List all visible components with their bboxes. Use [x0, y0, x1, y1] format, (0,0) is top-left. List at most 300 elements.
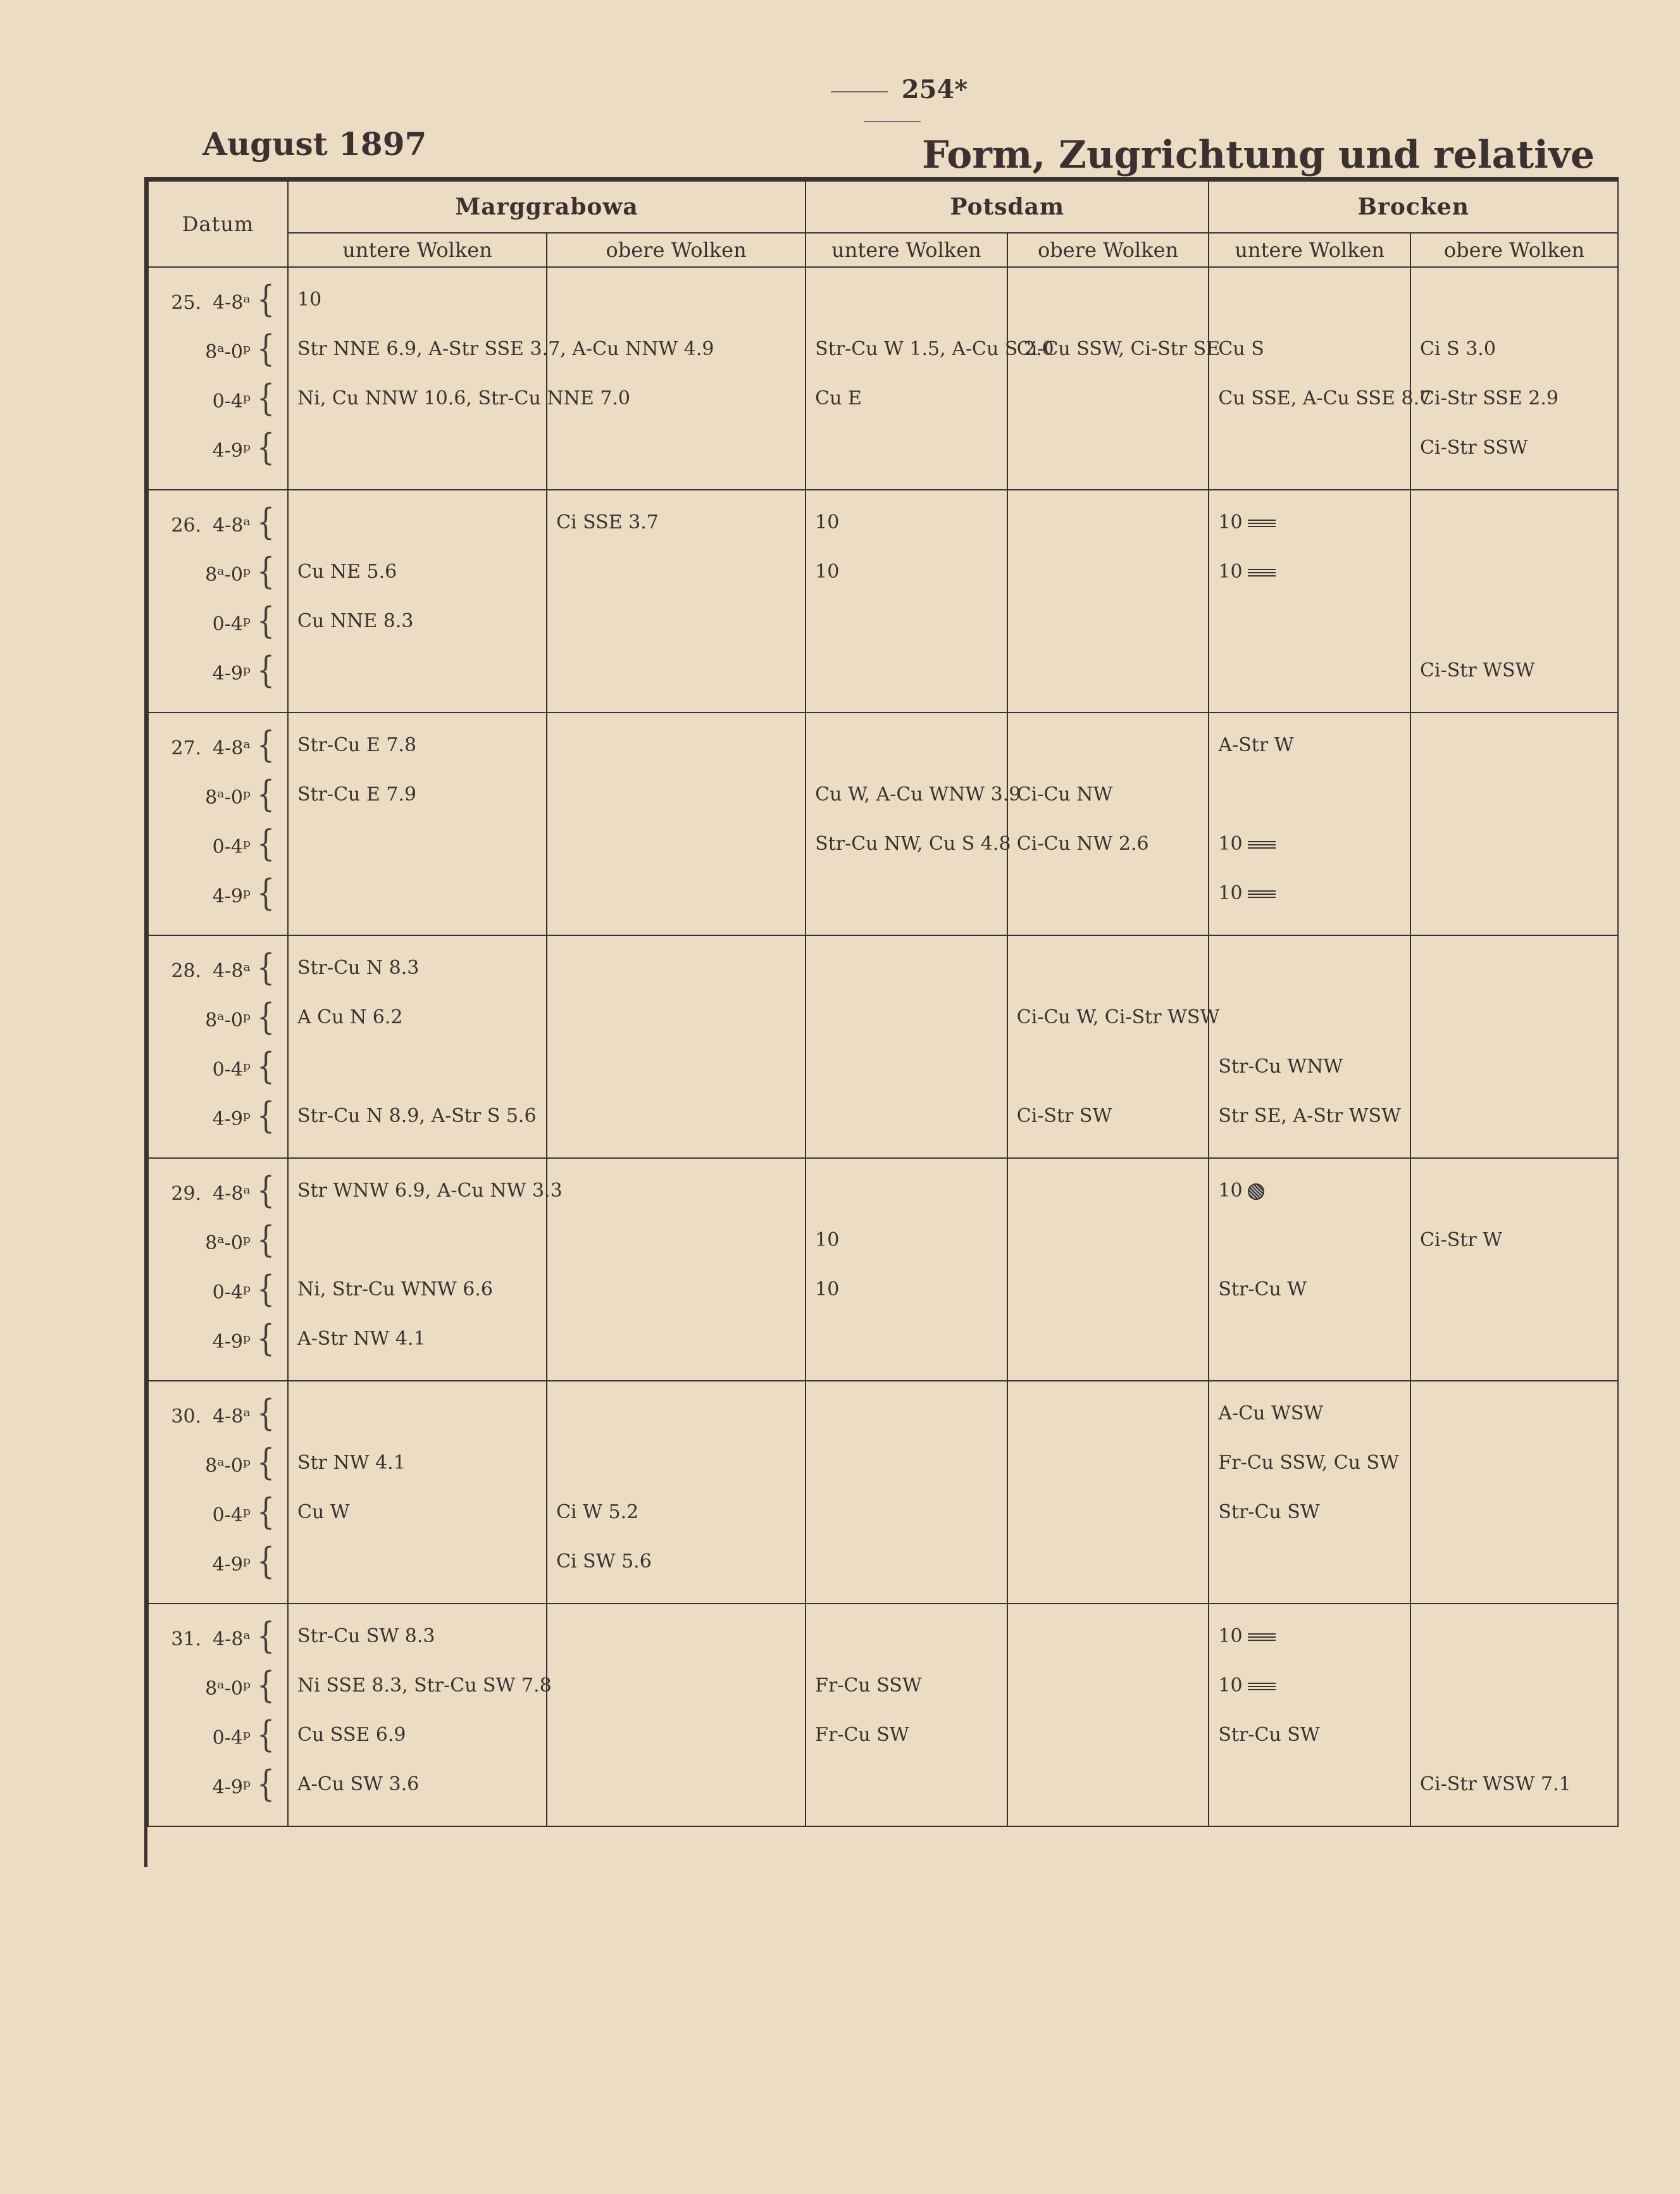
observation-text: Str-Cu N 8.3 [297, 957, 420, 979]
observation-text: 10 [815, 1229, 840, 1251]
observation-cell [806, 1381, 1007, 1604]
brace-icon: { [256, 1268, 275, 1311]
observation-slot [547, 1166, 805, 1216]
header-datum: Datum [148, 181, 288, 267]
observation-slot [1411, 993, 1617, 1042]
observation-cell [288, 267, 714, 490]
observation-slot [806, 993, 1007, 1042]
day-row [148, 267, 1618, 490]
observation-slot [806, 1488, 1007, 1537]
brace-icon: { [256, 1664, 275, 1707]
observation-slot [806, 770, 1021, 820]
observation-slot [1411, 1216, 1617, 1265]
time-range: 4-9ᵖ [212, 1554, 251, 1576]
observation-cell [1410, 935, 1618, 1158]
observation-slot [547, 646, 805, 695]
observation-slot [1411, 869, 1617, 918]
observation-slot [1209, 721, 1410, 770]
day-number: 27. [171, 737, 202, 759]
observation-text: Str NNE 6.9, A-Str SSE 3.7, A-Cu NNW 4.9 [297, 338, 714, 360]
time-slot [149, 869, 287, 918]
header-station-marggrabowa: Marggrabowa [288, 181, 806, 233]
observation-cell [288, 1604, 552, 1826]
observation-text: Str-Cu SW [1218, 1501, 1320, 1523]
observation-slot [806, 498, 1007, 547]
observation-slot [547, 1760, 805, 1809]
time-label [149, 1537, 287, 1590]
cloud-observation-table-frame [144, 177, 1619, 1867]
observation-slot [806, 1166, 1007, 1216]
brace-icon: { [256, 1169, 275, 1212]
observation-slot [1411, 1166, 1617, 1216]
observation-slot [1209, 993, 1410, 1042]
observation-text: A-Cu WSW [1218, 1402, 1324, 1424]
observation-slot [1209, 374, 1432, 423]
observation-slot [1008, 1488, 1209, 1537]
observation-text: Cu W [297, 1501, 350, 1523]
time-label [149, 1314, 287, 1367]
observation-text: A-Str W [1218, 734, 1294, 756]
observation-slot [1411, 275, 1617, 325]
observation-slot [806, 1438, 1007, 1488]
observation-slot [806, 721, 1007, 770]
observation-slot [1008, 1711, 1209, 1760]
observation-slot [1008, 1537, 1209, 1586]
observation-text: A Cu N 6.2 [297, 1006, 403, 1028]
time-slot [149, 1092, 287, 1141]
observation-slot [1209, 1389, 1410, 1438]
observation-slot [289, 1488, 546, 1537]
observation-slot [289, 1661, 552, 1711]
header-lower-clouds: untere Wolken [288, 233, 547, 267]
observation-slot [547, 993, 805, 1042]
brace-icon: { [256, 996, 275, 1038]
observation-slot [289, 1092, 546, 1141]
observation-slot [547, 423, 805, 473]
observation-slot [547, 1612, 805, 1661]
observation-slot [547, 1661, 805, 1711]
brace-icon: { [256, 600, 275, 642]
observation-cell [1209, 1381, 1410, 1604]
observation-slot [547, 1537, 805, 1586]
observation-slot [806, 1711, 1007, 1760]
observation-text: Ci-Str WSW 7.1 [1420, 1773, 1571, 1795]
observation-slot [1411, 423, 1617, 473]
observation-text: Ci-Str SSW [1420, 437, 1528, 459]
observation-slot [1008, 770, 1209, 820]
fog-bar-icon [1248, 1633, 1276, 1641]
brace-icon: { [256, 1540, 275, 1583]
observation-text: A-Str NW 4.1 [297, 1328, 426, 1350]
observation-slot [289, 1612, 546, 1661]
observation-slot [1008, 1265, 1209, 1314]
observation-slot [1008, 1438, 1209, 1488]
brace-icon: { [256, 947, 275, 989]
cloud-observation-table [147, 180, 1619, 1827]
observation-cell [1007, 267, 1221, 490]
observation-slot [1008, 374, 1209, 423]
date-cell [148, 1604, 288, 1826]
observation-slot [806, 1265, 1007, 1314]
observation-slot [1411, 646, 1617, 695]
observation-slot [1411, 374, 1617, 423]
observation-slot [289, 721, 546, 770]
observation-slot [289, 820, 546, 869]
time-range: 8ᵃ-0ᵖ [205, 1678, 251, 1700]
observation-slot [1411, 498, 1617, 547]
time-range: 4-9ᵖ [212, 1776, 251, 1798]
observation-text: 10 [1218, 1625, 1243, 1647]
brace-icon: { [256, 1095, 275, 1137]
observation-cell [1007, 1158, 1209, 1381]
time-range: 8ᵃ-0ᵖ [205, 564, 251, 586]
fog-bar-icon [1248, 520, 1276, 527]
observation-cell [288, 1381, 547, 1604]
time-range: 0-4ᵖ [212, 613, 251, 635]
observation-slot [1209, 325, 1410, 374]
observation-slot [289, 1265, 546, 1314]
observation-slot [1209, 869, 1410, 918]
observation-text: Ci-Cu NW 2.6 [1016, 833, 1149, 855]
observation-slot [1411, 944, 1617, 993]
observation-cell [1209, 1158, 1410, 1381]
observation-cell [806, 1158, 1007, 1381]
observation-slot [1008, 1760, 1209, 1809]
observation-text: 10 [1218, 561, 1243, 583]
observation-text: 10 [815, 1278, 840, 1300]
observation-cell [1209, 713, 1410, 935]
observation-text: Str SE, A-Str WSW [1218, 1105, 1401, 1127]
observation-slot [806, 1042, 1007, 1092]
time-range: 0-4ᵖ [212, 836, 251, 858]
day-row [148, 490, 1618, 713]
observation-slot [1209, 1166, 1410, 1216]
observation-slot [1209, 275, 1410, 325]
observation-slot [1008, 869, 1209, 918]
observation-text: Str-Cu W [1218, 1278, 1307, 1300]
time-label [149, 646, 287, 699]
brace-icon: { [256, 773, 275, 816]
observation-cell [806, 713, 1021, 935]
observation-slot [806, 944, 1007, 993]
observation-slot [1209, 944, 1410, 993]
observation-cell [1007, 713, 1209, 935]
observation-slot [289, 547, 546, 597]
time-range: 4-9ᵖ [212, 1331, 251, 1353]
time-label [149, 1092, 287, 1144]
observation-slot [1209, 423, 1410, 473]
observation-slot [806, 374, 1007, 423]
observation-text: Ci-Cu NW [1016, 783, 1113, 806]
observation-cell [547, 490, 806, 713]
observation-slot [806, 423, 1007, 473]
observation-slot [1008, 1661, 1209, 1711]
day-row [148, 1381, 1618, 1604]
brace-icon: { [256, 1392, 275, 1435]
date-cell [148, 713, 288, 935]
observation-slot [1209, 1612, 1410, 1661]
observation-slot [1209, 1438, 1410, 1488]
observation-slot [1008, 1042, 1209, 1092]
observation-text: A-Cu SW 3.6 [297, 1773, 420, 1795]
observation-slot [806, 547, 1007, 597]
day-number: 25. [171, 292, 202, 314]
day-row [148, 1158, 1618, 1381]
observation-slot [1008, 275, 1209, 325]
header-station-potsdam: Potsdam [806, 181, 1209, 233]
observation-slot [1209, 1092, 1410, 1141]
observation-cell [547, 935, 806, 1158]
observation-slot [547, 597, 805, 646]
observation-cell [1209, 267, 1432, 490]
observation-text: Str WNW 6.9, A-Cu NW 3.3 [297, 1180, 563, 1202]
observation-slot [547, 1314, 805, 1364]
day-number: 29. [171, 1183, 202, 1205]
observation-slot [1411, 325, 1617, 374]
observation-slot [1209, 1042, 1410, 1092]
observation-text: Ci-Str SSE 2.9 [1420, 387, 1559, 409]
observation-slot [547, 547, 805, 597]
observation-slot [806, 597, 1007, 646]
header-upper-clouds: obere Wolken [1410, 233, 1618, 267]
time-range: 0-4ᵖ [212, 1059, 251, 1081]
brace-icon: { [256, 1714, 275, 1756]
observation-slot [289, 1711, 546, 1760]
observation-slot [1209, 1661, 1410, 1711]
date-cell [148, 1381, 288, 1604]
observation-slot [289, 374, 630, 423]
observation-slot [1209, 646, 1410, 695]
time-slot [149, 1760, 287, 1809]
observation-cell [806, 490, 1007, 713]
observation-text: Fr-Cu SSW, Cu SW [1218, 1452, 1399, 1474]
day-row [148, 1604, 1618, 1826]
observation-text: 10 [1218, 511, 1243, 533]
brace-icon: { [256, 872, 275, 914]
observation-slot [289, 1042, 546, 1092]
brace-icon: { [256, 1318, 275, 1360]
observation-slot [289, 1438, 546, 1488]
observation-text: Str-Cu N 8.9, A-Str S 5.6 [297, 1105, 537, 1127]
observation-slot [289, 869, 546, 918]
observation-cell [806, 935, 1007, 1158]
observation-slot [1008, 1166, 1209, 1216]
observation-slot [1411, 1314, 1617, 1364]
observation-slot [547, 1438, 805, 1488]
time-label [149, 869, 287, 921]
observation-text: Ci SW 5.6 [556, 1550, 652, 1573]
observation-slot [1209, 498, 1410, 547]
time-range: 4-8ᵃ [213, 960, 251, 982]
observation-slot [806, 325, 1054, 374]
observation-text: 10 [815, 511, 840, 533]
observation-slot [289, 1537, 546, 1586]
observation-cell [1209, 935, 1410, 1158]
observation-text: Ci-Cu W, Ci-Str WSW [1016, 1006, 1220, 1028]
time-range: 0-4ᵖ [212, 390, 251, 413]
observation-slot [547, 498, 805, 547]
observation-slot [1209, 1216, 1410, 1265]
observation-slot [1411, 1488, 1617, 1537]
observation-text: Ci-Cu SSW, Ci-Str SE [1016, 338, 1221, 360]
observation-cell [1410, 490, 1618, 713]
observation-text: Fr-Cu SSW [815, 1674, 922, 1697]
brace-icon: { [256, 427, 275, 469]
observation-slot [1008, 547, 1209, 597]
observation-cell [1007, 1604, 1209, 1826]
observation-slot [806, 1612, 1007, 1661]
brace-icon: { [256, 1763, 275, 1805]
fog-bar-icon [1248, 569, 1276, 577]
page-header-right: Form, Zugrichtung und relative [921, 133, 1595, 177]
observation-slot [547, 1389, 805, 1438]
fog-bar-icon [1248, 841, 1276, 849]
observation-cell [547, 1158, 806, 1381]
observation-slot [1411, 1661, 1617, 1711]
day-number: 28. [171, 960, 202, 982]
day-row [148, 713, 1618, 935]
observation-slot [1411, 770, 1617, 820]
brace-icon: { [256, 1615, 275, 1657]
observation-slot [547, 944, 805, 993]
observation-slot [1411, 547, 1617, 597]
observation-slot [1411, 1760, 1617, 1809]
header-station-brocken: Brocken [1209, 181, 1618, 233]
observation-text: Str-Cu NW, Cu S 4.8 [815, 833, 1011, 855]
brace-icon: { [256, 278, 275, 321]
observation-slot [1008, 597, 1209, 646]
observation-slot [806, 1216, 1007, 1265]
observation-slot [1411, 1438, 1617, 1488]
observation-slot [1008, 1389, 1209, 1438]
time-range: 8ᵃ-0ᵖ [205, 1455, 251, 1477]
observation-slot [1209, 1265, 1410, 1314]
observation-text: Ni SSE 8.3, Str-Cu SW 7.8 [297, 1674, 552, 1697]
date-cell [148, 267, 288, 490]
observation-slot [1008, 423, 1209, 473]
observation-slot [806, 1389, 1007, 1438]
observation-slot [547, 1711, 805, 1760]
observation-cell [1410, 1381, 1618, 1604]
time-range: 4-9ᵖ [212, 663, 251, 685]
observation-slot [547, 1216, 805, 1265]
observation-cell [547, 1604, 806, 1826]
observation-slot [289, 1166, 563, 1216]
observation-slot [547, 770, 805, 820]
observation-slot [806, 1537, 1007, 1586]
table-body [148, 267, 1618, 1826]
observation-slot [289, 1760, 546, 1809]
observation-cell [1007, 1381, 1209, 1604]
time-slot [149, 646, 287, 695]
time-range: 8ᵃ-0ᵖ [205, 1009, 251, 1032]
observation-slot [547, 1092, 805, 1141]
brace-icon: { [256, 1442, 275, 1484]
observation-text: Str-Cu SW 8.3 [297, 1625, 435, 1647]
observation-slot [806, 1314, 1007, 1364]
time-slot [149, 1314, 287, 1364]
time-range: 0-4ᵖ [212, 1281, 251, 1304]
observation-slot [1209, 547, 1410, 597]
observation-slot [547, 820, 805, 869]
observation-slot [289, 1314, 546, 1364]
time-range: 4-8ᵃ [213, 514, 251, 537]
observation-cell [288, 713, 547, 935]
observation-text: Str-Cu E 7.8 [297, 734, 417, 756]
time-slot [149, 423, 287, 473]
observation-text: Cu SSE, A-Cu SSE 8.7 [1218, 387, 1432, 409]
observation-slot [547, 1265, 805, 1314]
observation-text: 10 [1218, 1180, 1243, 1202]
observation-slot [547, 1042, 805, 1092]
observation-slot [1411, 820, 1617, 869]
observation-text: Ci W 5.2 [556, 1501, 639, 1523]
observation-text: 10 [815, 561, 840, 583]
observation-cell [547, 1381, 806, 1604]
observation-cell [547, 267, 806, 490]
observation-cell [1007, 490, 1209, 713]
time-label [149, 1760, 287, 1812]
observation-slot [1209, 1314, 1410, 1364]
observation-slot [806, 1092, 1007, 1141]
day-row [148, 935, 1618, 1158]
observation-cell [806, 267, 1054, 490]
brace-icon: { [256, 377, 275, 420]
time-range: 0-4ᵖ [212, 1504, 251, 1526]
observation-text: Ci-Str WSW [1420, 659, 1535, 682]
observation-cell [1410, 713, 1618, 935]
observation-slot [289, 1389, 546, 1438]
page-header-left: August 1897 [202, 125, 427, 163]
observation-slot [547, 721, 805, 770]
observation-text: Cu W, A-Cu WNW 3.9 [815, 783, 1021, 806]
time-range: 4-9ᵖ [212, 885, 251, 907]
observation-text: Str-Cu E 7.9 [297, 783, 417, 806]
day-number: 26. [171, 514, 202, 537]
observation-text: Str-Cu WNW [1218, 1056, 1343, 1078]
time-range: 4-8ᵃ [213, 1628, 251, 1650]
observation-slot [547, 1488, 805, 1537]
observation-slot [1008, 1216, 1209, 1265]
date-cell [148, 935, 288, 1158]
time-range: 4-8ᵃ [213, 1183, 251, 1205]
observation-slot [1209, 597, 1410, 646]
observation-cell [806, 1604, 1007, 1826]
header-upper-clouds: obere Wolken [1007, 233, 1209, 267]
observation-slot [1209, 820, 1410, 869]
observation-cell [1209, 490, 1410, 713]
observation-slot [1411, 1042, 1617, 1092]
date-cell [148, 490, 288, 713]
time-range: 4-8ᵃ [213, 737, 251, 759]
observation-slot [806, 1760, 1007, 1809]
observation-slot [1008, 820, 1209, 869]
observation-slot [806, 869, 1007, 918]
brace-icon: { [256, 551, 275, 593]
observation-slot [289, 325, 714, 374]
observation-slot [1008, 1092, 1209, 1141]
observation-slot [1411, 1265, 1617, 1314]
observation-text: Str NW 4.1 [297, 1452, 406, 1474]
observation-slot [289, 770, 546, 820]
observation-text: 10 [1218, 1674, 1243, 1697]
observation-slot [289, 646, 546, 695]
observation-text: 10 [297, 289, 322, 311]
observation-cell [288, 935, 547, 1158]
observation-cell [1410, 1158, 1618, 1381]
time-slot [149, 1537, 287, 1586]
brace-icon: { [256, 501, 275, 544]
